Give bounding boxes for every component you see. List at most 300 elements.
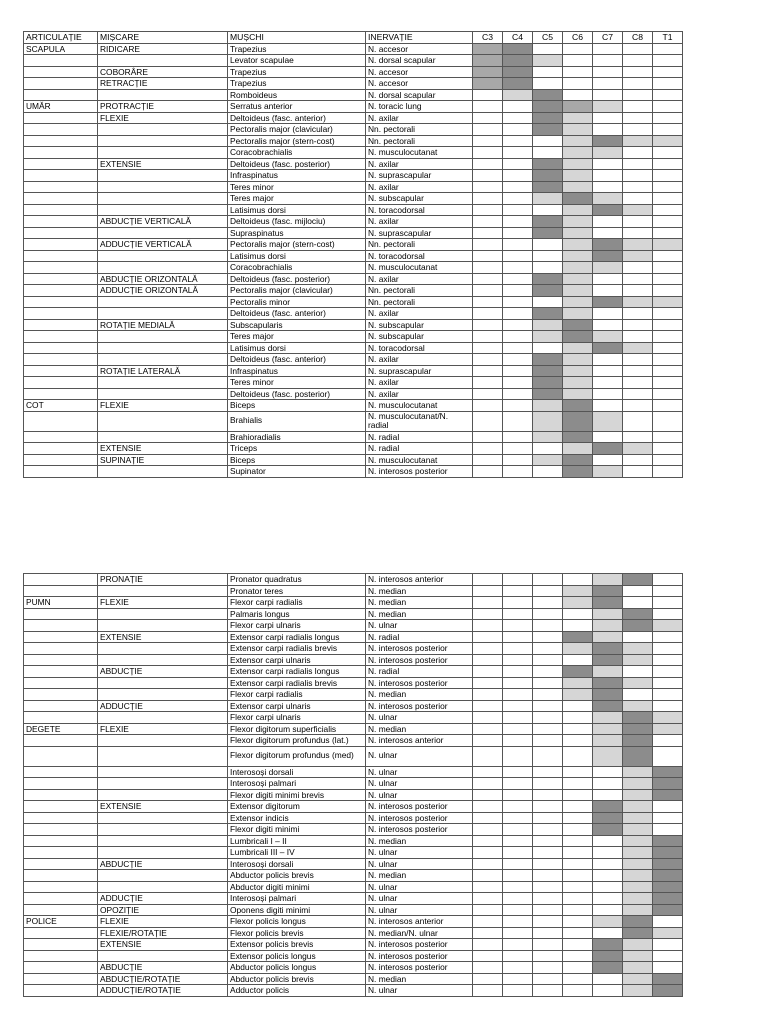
segment-cell-c8 <box>623 939 653 951</box>
segment-cell-c7 <box>593 66 623 78</box>
segment-cell-t1 <box>653 170 683 182</box>
muscle-cell: Deltoideus (fasc. posterior) <box>228 388 366 400</box>
muscle-cell: Deltoideus (fasc. mijlociu) <box>228 216 366 228</box>
articulation-cell <box>24 950 98 962</box>
nerve-cell: N. axilar <box>366 158 473 170</box>
table-row <box>24 916 683 928</box>
nerve-cell: N. median <box>366 585 473 597</box>
muscle-cell: Extensor carpi radialis longus <box>228 631 366 643</box>
segment-cell-c4 <box>503 597 533 609</box>
segment-cell-t1 <box>653 147 683 159</box>
segment-cell-c5 <box>533 962 563 974</box>
segment-cell-c8 <box>623 962 653 974</box>
segment-cell-c6 <box>563 608 593 620</box>
movement-cell <box>98 170 228 182</box>
table-row <box>24 654 683 666</box>
segment-cell-c5 <box>533 597 563 609</box>
segment-cell-c8 <box>623 778 653 790</box>
segment-cell-c3 <box>473 689 503 701</box>
table-row <box>24 858 683 870</box>
articulation-cell <box>24 285 98 297</box>
movement-cell <box>98 812 228 824</box>
nerve-cell: Nn. pectorali <box>366 124 473 136</box>
segment-cell-c6 <box>563 766 593 778</box>
segment-cell-c6 <box>563 204 593 216</box>
segment-cell-c6 <box>563 331 593 343</box>
segment-cell-c3 <box>473 870 503 882</box>
movement-cell <box>98 431 228 443</box>
table-row <box>24 216 683 228</box>
segment-cell-c6 <box>563 835 593 847</box>
movement-cell: ABDUCȚIE ORIZONTALĂ <box>98 273 228 285</box>
segment-cell-t1 <box>653 962 683 974</box>
segment-cell-c6 <box>563 227 593 239</box>
movement-cell <box>98 620 228 632</box>
articulation-cell <box>24 789 98 801</box>
nerve-cell: N. interosos posterior <box>366 700 473 712</box>
nerve-cell: N. ulnar <box>366 904 473 916</box>
segment-cell-c7 <box>593 216 623 228</box>
segment-cell-c5 <box>533 216 563 228</box>
segment-cell-c8 <box>623 55 653 67</box>
segment-cell-c6 <box>563 239 593 251</box>
segment-cell-c3 <box>473 443 503 455</box>
nerve-cell: N. interosos posterior <box>366 950 473 962</box>
segment-cell-c7 <box>593 847 623 859</box>
segment-cell-c5 <box>533 158 563 170</box>
segment-cell-c6 <box>563 78 593 90</box>
table-row <box>24 778 683 790</box>
segment-cell-c4 <box>503 927 533 939</box>
segment-cell-c6 <box>563 939 593 951</box>
movement-cell <box>98 204 228 216</box>
articulation-cell <box>24 135 98 147</box>
segment-cell-c5 <box>533 950 563 962</box>
segment-cell-c8 <box>623 746 653 766</box>
muscle-cell: Flexor policis longus <box>228 916 366 928</box>
segment-cell-c4 <box>503 158 533 170</box>
nerve-cell: N. toracic lung <box>366 101 473 113</box>
segment-cell-c6 <box>563 893 593 905</box>
header-segment: C4 <box>503 32 533 44</box>
segment-cell-c3 <box>473 204 503 216</box>
articulation-cell <box>24 939 98 951</box>
segment-cell-c4 <box>503 881 533 893</box>
segment-cell-c3 <box>473 801 503 813</box>
segment-cell-c8 <box>623 870 653 882</box>
segment-cell-c8 <box>623 812 653 824</box>
table-row <box>24 801 683 813</box>
movement-cell: ADDUCȚIE VERTICALĂ <box>98 239 228 251</box>
segment-cell-c4 <box>503 55 533 67</box>
segment-cell-c7 <box>593 239 623 251</box>
segment-cell-c8 <box>623 643 653 655</box>
segment-cell-c3 <box>473 411 503 431</box>
header-miscare: MIȘCARE <box>98 32 228 44</box>
segment-cell-c4 <box>503 262 533 274</box>
nerve-cell: N. ulnar <box>366 789 473 801</box>
segment-cell-c7 <box>593 723 623 735</box>
muscle-cell: Flexor carpi ulnaris <box>228 712 366 724</box>
segment-cell-c7 <box>593 870 623 882</box>
segment-cell-c3 <box>473 858 503 870</box>
segment-cell-c5 <box>533 204 563 216</box>
segment-cell-c3 <box>473 700 503 712</box>
nerve-cell: N. suprascapular <box>366 170 473 182</box>
segment-cell-c7 <box>593 89 623 101</box>
segment-cell-c8 <box>623 43 653 55</box>
segment-cell-c3 <box>473 308 503 320</box>
segment-cell-c5 <box>533 700 563 712</box>
segment-cell-c4 <box>503 193 533 205</box>
muscle-cell: Interosoși dorsali <box>228 858 366 870</box>
segment-cell-c8 <box>623 985 653 997</box>
segment-cell-c7 <box>593 331 623 343</box>
articulation-cell <box>24 870 98 882</box>
segment-cell-c5 <box>533 847 563 859</box>
articulation-cell <box>24 608 98 620</box>
segment-cell-c3 <box>473 193 503 205</box>
movement-cell <box>98 778 228 790</box>
segment-cell-c5 <box>533 835 563 847</box>
segment-cell-c6 <box>563 735 593 747</box>
articulation-cell <box>24 181 98 193</box>
segment-cell-t1 <box>653 858 683 870</box>
segment-cell-c6 <box>563 216 593 228</box>
table-row <box>24 342 683 354</box>
nerve-cell: N. musculocutanat <box>366 262 473 274</box>
muscle-cell: Flexor digitorum profundus (lat.) <box>228 735 366 747</box>
movement-cell <box>98 354 228 366</box>
segment-cell-c7 <box>593 597 623 609</box>
segment-cell-t1 <box>653 893 683 905</box>
segment-cell-c7 <box>593 411 623 431</box>
segment-cell-t1 <box>653 227 683 239</box>
segment-cell-c4 <box>503 835 533 847</box>
segment-cell-t1 <box>653 181 683 193</box>
segment-cell-c4 <box>503 789 533 801</box>
segment-cell-c8 <box>623 847 653 859</box>
segment-cell-c7 <box>593 712 623 724</box>
segment-cell-c4 <box>503 331 533 343</box>
segment-cell-c5 <box>533 273 563 285</box>
segment-cell-c4 <box>503 319 533 331</box>
segment-cell-c6 <box>563 985 593 997</box>
movement-cell <box>98 847 228 859</box>
segment-cell-c7 <box>593 388 623 400</box>
segment-cell-t1 <box>653 216 683 228</box>
segment-cell-c8 <box>623 296 653 308</box>
segment-cell-c6 <box>563 585 593 597</box>
articulation-cell <box>24 431 98 443</box>
nerve-cell: N. dorsal scapular <box>366 55 473 67</box>
segment-cell-c3 <box>473 262 503 274</box>
movement-cell: ADDUCȚIE ORIZONTALĂ <box>98 285 228 297</box>
segment-cell-c3 <box>473 631 503 643</box>
table-row <box>24 735 683 747</box>
segment-cell-c8 <box>623 124 653 136</box>
segment-cell-c7 <box>593 124 623 136</box>
table-row <box>24 135 683 147</box>
segment-cell-c8 <box>623 431 653 443</box>
segment-cell-c7 <box>593 466 623 478</box>
nerve-cell: N. median <box>366 608 473 620</box>
muscle-cell: Latisimus dorsi <box>228 342 366 354</box>
segment-cell-c5 <box>533 239 563 251</box>
nerve-cell: N. radial <box>366 443 473 455</box>
segment-cell-c7 <box>593 308 623 320</box>
muscle-cell: Brahioradialis <box>228 431 366 443</box>
nerve-cell: N. interosos posterior <box>366 466 473 478</box>
movement-cell <box>98 331 228 343</box>
segment-cell-c7 <box>593 631 623 643</box>
table-row <box>24 89 683 101</box>
segment-cell-c7 <box>593 835 623 847</box>
segment-cell-c7 <box>593 778 623 790</box>
innervation-table-upper <box>23 31 683 478</box>
muscle-cell: Extensor carpi radialis brevis <box>228 643 366 655</box>
movement-cell: FLEXIE <box>98 400 228 412</box>
nerve-cell: N. ulnar <box>366 766 473 778</box>
segment-cell-t1 <box>653 124 683 136</box>
muscle-cell: Flexor policis brevis <box>228 927 366 939</box>
nerve-cell: N. suprascapular <box>366 365 473 377</box>
header-segment: C3 <box>473 32 503 44</box>
table-row <box>24 466 683 478</box>
articulation-cell <box>24 643 98 655</box>
table-row <box>24 443 683 455</box>
segment-cell-t1 <box>653 801 683 813</box>
segment-cell-c6 <box>563 466 593 478</box>
segment-cell-c3 <box>473 158 503 170</box>
segment-cell-c4 <box>503 916 533 928</box>
table-row <box>24 643 683 655</box>
segment-cell-c3 <box>473 354 503 366</box>
movement-cell: ABDUCȚIE <box>98 962 228 974</box>
segment-cell-c6 <box>563 342 593 354</box>
movement-cell: RIDICARE <box>98 43 228 55</box>
muscle-cell: Flexor carpi ulnaris <box>228 620 366 632</box>
segment-cell-c8 <box>623 631 653 643</box>
articulation-cell: UMĂR <box>24 101 98 113</box>
segment-cell-c4 <box>503 89 533 101</box>
movement-cell: ROTAȚIE LATERALĂ <box>98 365 228 377</box>
muscle-cell: Trapezius <box>228 78 366 90</box>
segment-cell-c4 <box>503 654 533 666</box>
segment-cell-c7 <box>593 250 623 262</box>
nerve-cell: N. median <box>366 835 473 847</box>
segment-cell-c7 <box>593 377 623 389</box>
articulation-cell <box>24 700 98 712</box>
movement-cell <box>98 135 228 147</box>
segment-cell-c6 <box>563 789 593 801</box>
nerve-cell: N. median <box>366 973 473 985</box>
segment-cell-c6 <box>563 700 593 712</box>
segment-cell-c7 <box>593 746 623 766</box>
muscle-cell: Pectoralis major (stern-cost) <box>228 239 366 251</box>
segment-cell-c7 <box>593 766 623 778</box>
movement-cell: EXTENSIE <box>98 801 228 813</box>
nerve-cell: N. toracodorsal <box>366 250 473 262</box>
segment-cell-t1 <box>653 723 683 735</box>
articulation-cell <box>24 158 98 170</box>
segment-cell-c6 <box>563 250 593 262</box>
table-row <box>24 700 683 712</box>
segment-cell-c8 <box>623 193 653 205</box>
segment-cell-c5 <box>533 778 563 790</box>
segment-cell-c8 <box>623 170 653 182</box>
segment-cell-c4 <box>503 643 533 655</box>
segment-cell-c8 <box>623 689 653 701</box>
segment-cell-c3 <box>473 250 503 262</box>
nerve-cell: N. axilar <box>366 112 473 124</box>
segment-cell-c3 <box>473 66 503 78</box>
segment-cell-c6 <box>563 712 593 724</box>
articulation-cell: COT <box>24 400 98 412</box>
segment-cell-c7 <box>593 55 623 67</box>
segment-cell-c4 <box>503 147 533 159</box>
articulation-cell <box>24 654 98 666</box>
nerve-cell: N. interosos posterior <box>366 824 473 836</box>
nerve-cell: N. subscapular <box>366 193 473 205</box>
table-row <box>24 78 683 90</box>
movement-cell <box>98 55 228 67</box>
movement-cell <box>98 835 228 847</box>
table-row <box>24 677 683 689</box>
table-row <box>24 147 683 159</box>
segment-cell-c3 <box>473 135 503 147</box>
muscle-cell: Abductor digiti minimi <box>228 881 366 893</box>
articulation-cell <box>24 170 98 182</box>
segment-cell-c8 <box>623 858 653 870</box>
table-row <box>24 631 683 643</box>
nerve-cell: N. axilar <box>366 354 473 366</box>
segment-cell-c4 <box>503 689 533 701</box>
segment-cell-t1 <box>653 443 683 455</box>
nerve-cell: Nn. pectorali <box>366 296 473 308</box>
muscle-cell: Palmaris longus <box>228 608 366 620</box>
segment-cell-c7 <box>593 824 623 836</box>
segment-cell-c4 <box>503 112 533 124</box>
segment-cell-c8 <box>623 801 653 813</box>
table-row <box>24 55 683 67</box>
segment-cell-c4 <box>503 454 533 466</box>
segment-cell-c8 <box>623 158 653 170</box>
segment-cell-c8 <box>623 181 653 193</box>
table-row <box>24 812 683 824</box>
articulation-cell <box>24 858 98 870</box>
segment-cell-c3 <box>473 331 503 343</box>
table-row <box>24 574 683 586</box>
articulation-cell <box>24 308 98 320</box>
articulation-cell <box>24 962 98 974</box>
segment-cell-c8 <box>623 239 653 251</box>
segment-cell-c3 <box>473 319 503 331</box>
segment-cell-t1 <box>653 454 683 466</box>
movement-cell: COBORÂRE <box>98 66 228 78</box>
segment-cell-c8 <box>623 135 653 147</box>
segment-cell-c8 <box>623 319 653 331</box>
segment-cell-c5 <box>533 746 563 766</box>
segment-cell-c4 <box>503 666 533 678</box>
table-row <box>24 608 683 620</box>
segment-cell-c6 <box>563 365 593 377</box>
segment-cell-c4 <box>503 723 533 735</box>
movement-cell <box>98 377 228 389</box>
segment-cell-c7 <box>593 962 623 974</box>
segment-cell-c8 <box>623 735 653 747</box>
segment-cell-c6 <box>563 319 593 331</box>
nerve-cell: N. interosos anterior <box>366 916 473 928</box>
segment-cell-t1 <box>653 812 683 824</box>
movement-cell <box>98 411 228 431</box>
muscle-cell: Latisimus dorsi <box>228 250 366 262</box>
segment-cell-c5 <box>533 904 563 916</box>
segment-cell-c5 <box>533 654 563 666</box>
segment-cell-c4 <box>503 574 533 586</box>
muscle-cell: Extensor indicis <box>228 812 366 824</box>
segment-cell-c4 <box>503 712 533 724</box>
segment-cell-t1 <box>653 135 683 147</box>
articulation-cell <box>24 778 98 790</box>
segment-cell-c8 <box>623 666 653 678</box>
movement-cell <box>98 712 228 724</box>
nerve-cell: N. median <box>366 723 473 735</box>
articulation-cell <box>24 204 98 216</box>
movement-cell <box>98 870 228 882</box>
articulation-cell <box>24 319 98 331</box>
segment-cell-c7 <box>593 181 623 193</box>
segment-cell-c6 <box>563 273 593 285</box>
nerve-cell: N. ulnar <box>366 881 473 893</box>
muscle-cell: Extensor carpi ulnaris <box>228 654 366 666</box>
articulation-cell <box>24 227 98 239</box>
segment-cell-c4 <box>503 962 533 974</box>
segment-cell-c5 <box>533 296 563 308</box>
segment-cell-c3 <box>473 916 503 928</box>
segment-cell-c6 <box>563 801 593 813</box>
muscle-cell: Supraspinatus <box>228 227 366 239</box>
nerve-cell: N. axilar <box>366 308 473 320</box>
segment-cell-c3 <box>473 962 503 974</box>
segment-cell-c5 <box>533 893 563 905</box>
segment-cell-t1 <box>653 881 683 893</box>
movement-cell: EXTENSIE <box>98 158 228 170</box>
segment-cell-c8 <box>623 262 653 274</box>
articulation-cell <box>24 574 98 586</box>
muscle-cell: Flexor digitorum profundus (med) <box>228 746 366 766</box>
muscle-cell: Teres minor <box>228 377 366 389</box>
table-row <box>24 689 683 701</box>
segment-cell-c5 <box>533 766 563 778</box>
segment-cell-c3 <box>473 608 503 620</box>
articulation-cell <box>24 812 98 824</box>
segment-cell-c4 <box>503 801 533 813</box>
articulation-cell <box>24 193 98 205</box>
articulation-cell <box>24 766 98 778</box>
segment-cell-c7 <box>593 689 623 701</box>
nerve-cell: N. dorsal scapular <box>366 89 473 101</box>
segment-cell-c6 <box>563 55 593 67</box>
movement-cell: FLEXIE <box>98 597 228 609</box>
segment-cell-c5 <box>533 812 563 824</box>
segment-cell-c3 <box>473 597 503 609</box>
nerve-cell: N. axilar <box>366 216 473 228</box>
segment-cell-t1 <box>653 973 683 985</box>
segment-cell-t1 <box>653 411 683 431</box>
movement-cell <box>98 250 228 262</box>
segment-cell-c3 <box>473 124 503 136</box>
